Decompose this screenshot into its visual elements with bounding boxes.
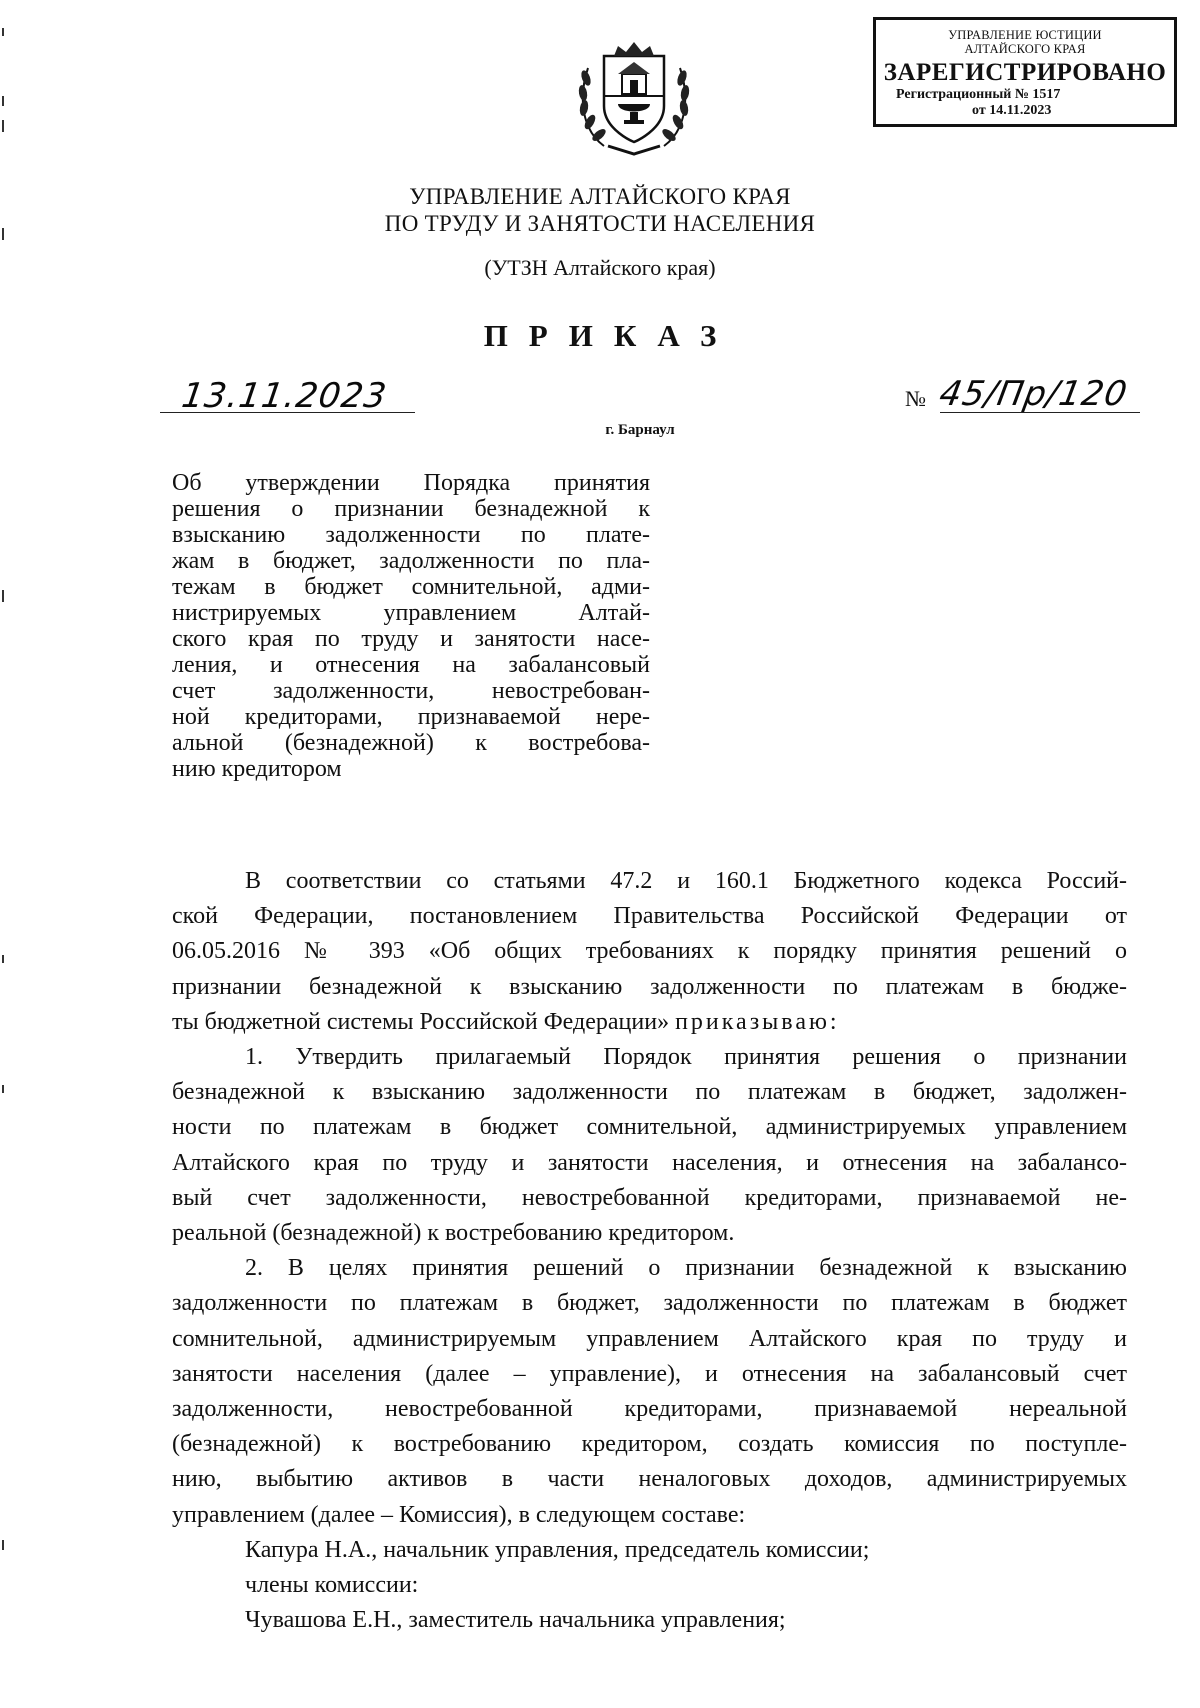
subject-line: тежам в бюджет сомнительной, адми- xyxy=(172,574,650,600)
body-line: 2. В целях принятия решений о признании безнадежной к взысканию xyxy=(245,1255,1127,1282)
number-underline xyxy=(940,412,1140,413)
body-line: задолженности по платежам в бюджет, задолженности по платежам в бюджет xyxy=(172,1290,1127,1317)
stamp-registration-number: Регистрационный № 1517 xyxy=(896,87,1061,102)
organization-short-name: (УТЗН Алтайского края) xyxy=(484,255,716,280)
body-line: реальной (безнадежной) к востребованию кредитором. xyxy=(172,1220,735,1247)
body-line: 06.05.2016 № 393 «Об общих требованиях к порядку принятия решений о xyxy=(172,938,1127,965)
scan-artifact xyxy=(2,228,4,240)
body-line: 1. Утвердить прилагаемый Порядок принятия решения о признании xyxy=(245,1044,1127,1071)
number-prefix: № xyxy=(905,386,926,411)
body-line: безнадежной к взысканию задолженности по платежам в бюджет, задолжен- xyxy=(172,1079,1127,1106)
subject-line: решения о признании безнадежной к xyxy=(172,496,650,522)
subject-line: нию кредитором xyxy=(172,756,342,782)
stamp-organization: УПРАВЛЕНИЕ ЮСТИЦИИ АЛТАЙСКОГО КРАЯ xyxy=(948,28,1102,56)
altai-krai-coat-of-arms-icon xyxy=(574,38,694,156)
body-line: управлением (далее – Комиссия), в следующем составе: xyxy=(172,1501,746,1528)
subject-line: ления, и отнесения на забалансовый xyxy=(172,652,650,678)
scan-artifact xyxy=(2,1540,4,1550)
organization-name-line1: УПРАВЛЕНИЕ АЛТАЙСКОГО КРАЯ xyxy=(409,184,791,209)
item-2-paragraph xyxy=(172,1251,1127,1533)
subject-line: ной кредиторами, признаваемой нере- xyxy=(172,704,650,730)
order-word: приказываю: xyxy=(675,1008,840,1035)
body-line: Алтайского края по труду и занятости населения, и отнесения на забалансо- xyxy=(172,1149,1127,1176)
subject-line: Об утверждении Порядка принятия xyxy=(172,470,650,496)
member-line: Капура Н.А., начальник управления, председатель комиссии; xyxy=(245,1536,870,1563)
handwritten-date: 13.11.2023 xyxy=(179,376,390,416)
stamp-registration-date: от 14.11.2023 xyxy=(972,103,1052,118)
scan-artifact xyxy=(2,96,4,106)
body-line: ской Федерации, постановлением Правительства Российской Федерации от xyxy=(172,903,1127,930)
stamp-status: ЗАРЕГИСТРИРОВАНО xyxy=(883,59,1167,86)
body-line: вый счет задолженности, невостребованной кредиторами, признаваемой не- xyxy=(172,1184,1127,1211)
subject-line: ского края по труду и занятости насе- xyxy=(172,626,650,652)
subject-line: взысканию задолженности по плате- xyxy=(172,522,650,548)
registration-stamp xyxy=(873,17,1177,127)
order-subject xyxy=(172,470,650,782)
preamble-paragraph xyxy=(172,864,1127,1040)
subject-line: жам в бюджет, задолженности по пла- xyxy=(172,548,650,574)
document-type-title: ПРИКАЗ xyxy=(483,318,738,353)
handwritten-order-number: 45/Пр/120 xyxy=(936,374,1131,414)
commission-members xyxy=(172,1533,1127,1639)
organization-name xyxy=(300,183,900,237)
body-line: В соответствии со статьями 47.2 и 160.1 Бюджетного кодекса Россий- xyxy=(245,868,1127,894)
body-line-text: ты бюджетной системы Российской Федерации» xyxy=(172,1008,670,1035)
member-line: Чувашова Е.Н., заместитель начальника управления; xyxy=(245,1607,786,1634)
body-line: ности по платежам в бюджет сомнительной, администрируемых управлением xyxy=(172,1114,1127,1141)
body-line: занятости населения (далее – управление), и отнесения на забалансовый счет xyxy=(172,1360,1127,1387)
member-line: члены комиссии: xyxy=(245,1572,419,1599)
scan-artifact xyxy=(2,590,4,602)
subject-line: нистрируемых управлением Алтай- xyxy=(172,600,650,626)
scan-artifact xyxy=(2,1085,4,1093)
scan-artifact xyxy=(2,955,4,963)
body-line: признании безнадежной к взысканию задолженности по платежам в бюдже- xyxy=(172,973,1127,1000)
body-line: задолженности, невостребованной кредиторами, признаваемой нереальной xyxy=(172,1396,1127,1423)
subject-line: счет задолженности, невостребован- xyxy=(172,678,650,704)
organization-name-line2: ПО ТРУДУ И ЗАНЯТОСТИ НАСЕЛЕНИЯ xyxy=(384,211,816,236)
subject-line: альной (безнадежной) к востребова- xyxy=(172,730,650,756)
scan-artifact xyxy=(2,120,4,132)
body-line: (безнадежной) к востребованию кредитором, создать комиссия по поступле- xyxy=(172,1431,1127,1458)
body-line: сомнительной, администрируемым управлением Алтайского края по труду и xyxy=(172,1325,1127,1352)
city-name: г. Барнаул xyxy=(605,422,675,438)
item-1-paragraph xyxy=(172,1040,1127,1251)
date-underline xyxy=(160,412,415,413)
body-line xyxy=(172,1005,1127,1040)
order-body xyxy=(172,864,1127,1638)
scan-artifact xyxy=(2,28,4,36)
body-line: нию, выбытию активов в части неналоговых доходов, администрируемых xyxy=(172,1466,1127,1493)
